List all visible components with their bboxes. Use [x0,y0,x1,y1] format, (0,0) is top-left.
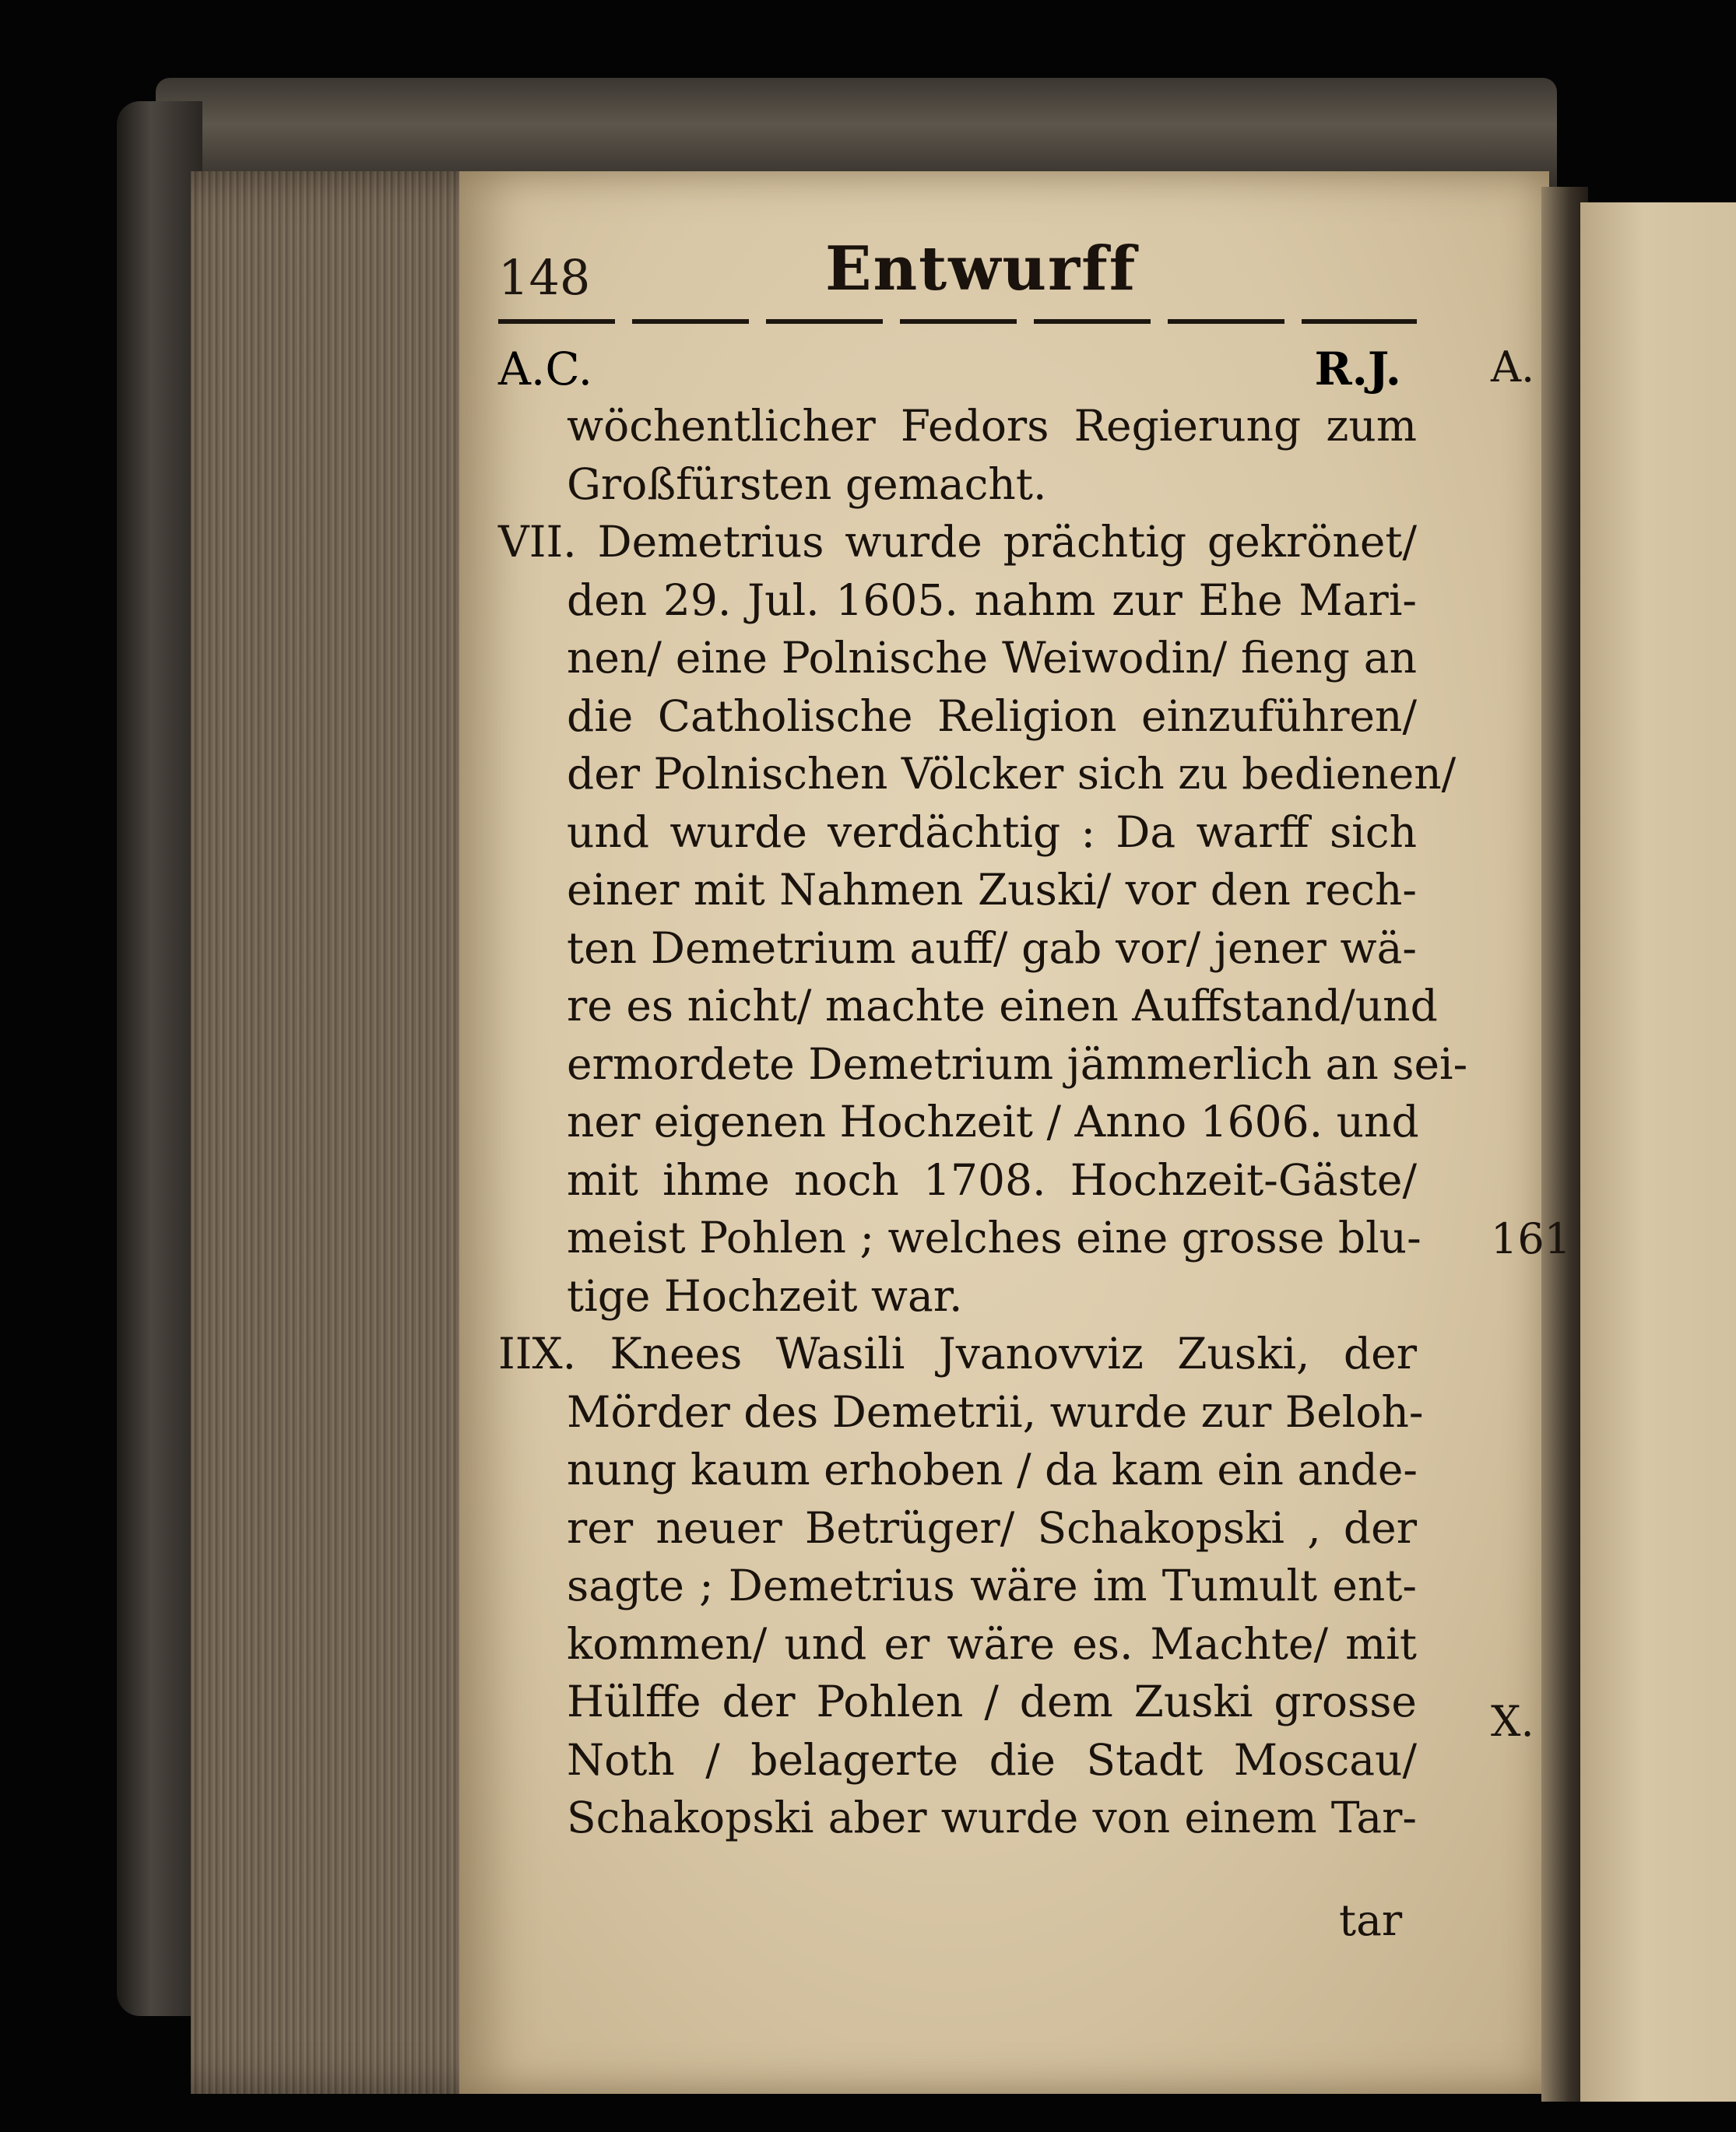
text-line: Mörder des Demetrii, wurde zur Beloh- [567,1386,1424,1437]
page-header [498,234,1417,319]
text-line: IIX. Knees Wasili Jvanovviz Zuski, der [498,1329,1417,1379]
text-line: Schakopski aber wurde von einem Tar- [567,1793,1417,1842]
page-body [498,397,1468,1847]
text-line: ten Demetrium auff/ gab vor/ jener wä- [567,922,1417,973]
text-line: Noth / belagerte die Stadt Moscau/ [567,1734,1417,1785]
text-line: Hülffe der Pohlen / dem Zuski grosse [567,1677,1417,1726]
text-line: tige Hochzeit war. [567,1270,963,1321]
text-line: wöchentlicher Fedors Regierung zum [567,401,1417,451]
text-line: ner eigenen Hochzeit / Anno 1606. und [567,1097,1419,1147]
right-page [1580,202,1736,2102]
text-line: die Catholische Religion einzuführen/ [567,690,1417,741]
text-line: re es nicht/ machte einen Auffstand/und [567,981,1438,1031]
text-line: einer mit Nahmen Zuski/ vor den rech- [567,865,1417,915]
column-label-right: R.J. [1314,342,1401,395]
text-line: rer neuer Betrüger/ Schakopski , der [567,1502,1417,1553]
right-page-fragment: X. [1491,1697,1534,1746]
book-spine [117,101,202,2016]
text-line: den 29. Jul. 1605. nahm zur Ehe Mari- [567,574,1417,625]
column-labels [498,342,1417,397]
text-line: VII. Demetrius wurde prächtig gekrönet/ [498,517,1417,567]
text-line: nung kaum erhoben / da kam ein ande- [567,1445,1418,1495]
right-page-fragment: 161 [1491,1214,1572,1263]
right-page-fragment: A. [1491,342,1535,392]
text-line: sagte ; Demetrius wäre im Tumult ent- [567,1561,1417,1610]
header-rule [498,319,1417,324]
text-line: und wurde verdächtig : Da warff sich [567,806,1417,857]
text-line: der Polnischen Völcker sich zu bedienen/ [567,749,1457,799]
text-line: Großfürsten gemacht. [567,458,1047,509]
running-title: Entwurff [825,234,1137,304]
text-line: meist Pohlen ; welches eine grosse blu- [567,1213,1421,1263]
catchword: tar [1339,1895,1403,1945]
column-label-left: A.C. [498,342,593,395]
text-line: nen/ eine Polnische Weiwodin/ fieng an [567,633,1417,683]
page-number: 148 [498,249,591,306]
text-line: kommen/ und er wäre es. Machte/ mit [567,1618,1417,1669]
text-line: mit ihme noch 1708. Hochzeit-Gäste/ [567,1154,1417,1205]
text-line: ermordete Demetrium jämmerlich an sei- [567,1038,1468,1089]
